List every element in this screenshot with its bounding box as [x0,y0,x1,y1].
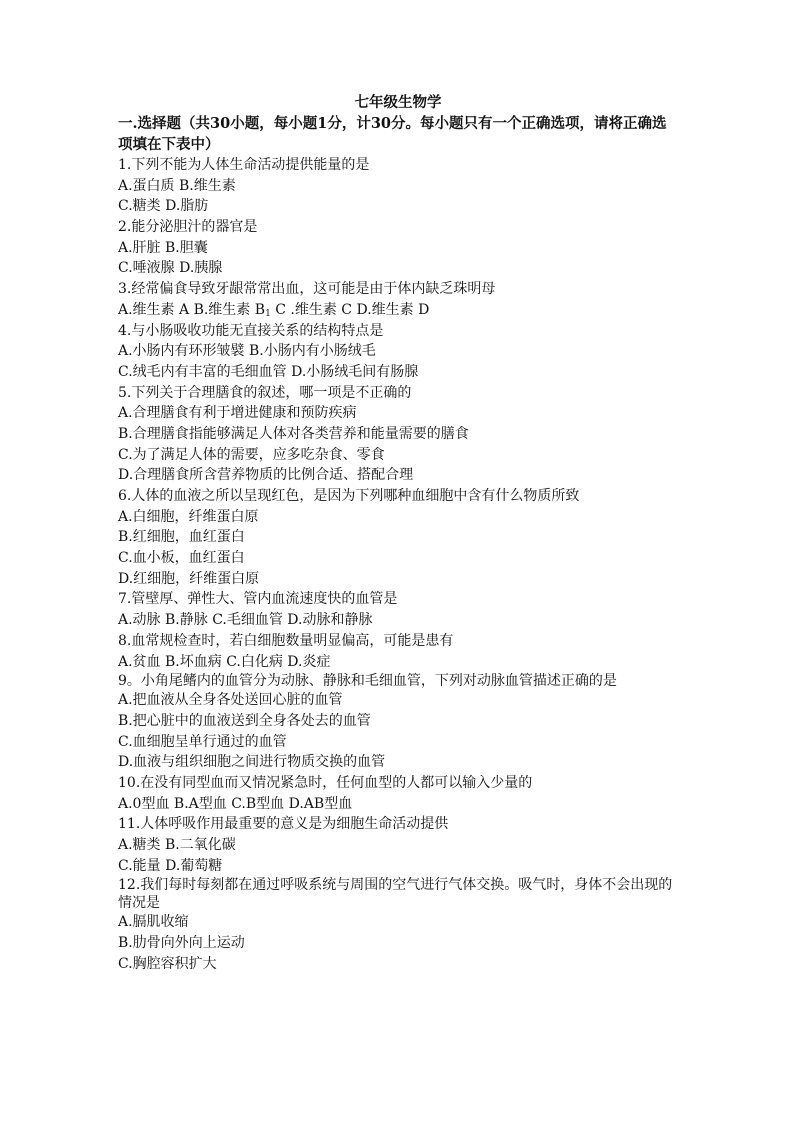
option-line: C.绒毛内有丰富的毛细血管 D.小肠绒毛间有肠腺 [118,363,419,380]
question-4: 4.与小肠吸收功能无直接关系的结构特点是 [118,322,384,339]
option-line: C.唾液腺 D.胰腺 [118,260,223,277]
option-line: C.胸腔容积扩大 [118,955,217,972]
option-line: B.肋骨向外向上运动 [118,935,245,952]
option-line: A.肝脏 B.胆囊 [118,239,208,256]
option-text: A.维生素 A B.维生素 B [118,301,266,318]
question-1: 1.下列不能为人体生命活动提供能量的是 [118,157,370,173]
page-title: 七年级生物学 [354,94,442,111]
option-line: C.血小板，血红蛋白 [118,550,245,567]
option-line [118,300,678,321]
option-line: A.动脉 B.静脉 C.毛细血管 D.动脉和静脉 [118,612,373,629]
option-line: D.血液与组织细胞之间进行物质交换的血管 [118,754,386,771]
option-line: A.贫血 B.坏血病 C.白化病 D.炎症 [118,653,331,670]
subscript: 1 [265,308,271,319]
option-line: A.膈肌收缩 [118,914,189,931]
option-line: B.合理膳食指能够满足人体对各类营养和能量需要的膳食 [118,425,469,442]
question-3: 3.经常偏食导致牙龈常常出血，这可能是由于体内缺乏珠明母 [118,281,496,298]
question-9: 9。小角尾鳍内的血管分为动脉、静脉和毛细血管，下列对动脉血管描述正确的是 [118,673,617,690]
question-7: 7.管壁厚、弹性大、管内血流速度快的血管是 [118,591,398,608]
question-12: 12.我们每时每刻都在通过呼吸系统与周围的空气进行气体交换。吸气时，身体不会出现的情况是 [118,877,673,912]
option-line: B.把心脏中的血液送到全身各处去的血管 [118,712,371,729]
question-11: 11.人体呼吸作用最重要的意义是为细胞生命活动提供 [118,816,449,833]
option-line: A.糖类 B.二氧化碳 [118,837,236,853]
option-line: A.白细胞，纤维蛋白原 [118,508,259,525]
option-line: A.蛋白质 B.维生素 [118,177,236,194]
question-6: 6.人体的血液之所以呈现红色，是因为下列哪种血细胞中含有什么物质所致 [118,488,580,504]
question-2: 2.能分泌胆汁的器官是 [118,219,258,236]
option-line: D.红细胞，纤维蛋白原 [118,570,260,587]
option-line: A.0型血 B.A型血 C.B型血 D.AB型血 [118,795,353,812]
question-10: 10.在没有同型血而又情况紧急时，任何血型的人都可以输入少量的 [118,774,533,791]
question-8: 8.血常规检查时，若白细胞数量明显偏高，可能是患有 [118,632,454,649]
document-page [118,92,678,974]
option-line: A.合理膳食有利于增进健康和预防疾病 [118,405,357,422]
option-line: C.血细胞呈单行通过的血管 [118,733,287,750]
section-heading: 一.选择题（共30小题，每小题1分，计30分。每小题只有一个正确选项，请将正确选项填在下表中） [118,115,667,153]
option-line: C.能量 D.葡萄糖 [118,857,223,874]
question-5: 5.下列关于合理膳食的叙述，哪一项是不正确的 [118,384,412,401]
option-line: C.糖类 D.脂肪 [118,198,209,215]
option-line: C.为了满足人体的需要，应多吃杂食、零食 [118,446,385,463]
option-text: C .维生素 C D.维生素 D [270,301,430,318]
option-line: B.红细胞，血红蛋白 [118,529,245,546]
option-line: D.合理膳食所含营养物质的比例合适、搭配合理 [118,467,414,484]
option-line: A.把血液从全身各处送回心脏的血管 [118,692,343,709]
option-line: A.小肠内有环形皱襞 B.小肠内有小肠绒毛 [118,343,376,360]
